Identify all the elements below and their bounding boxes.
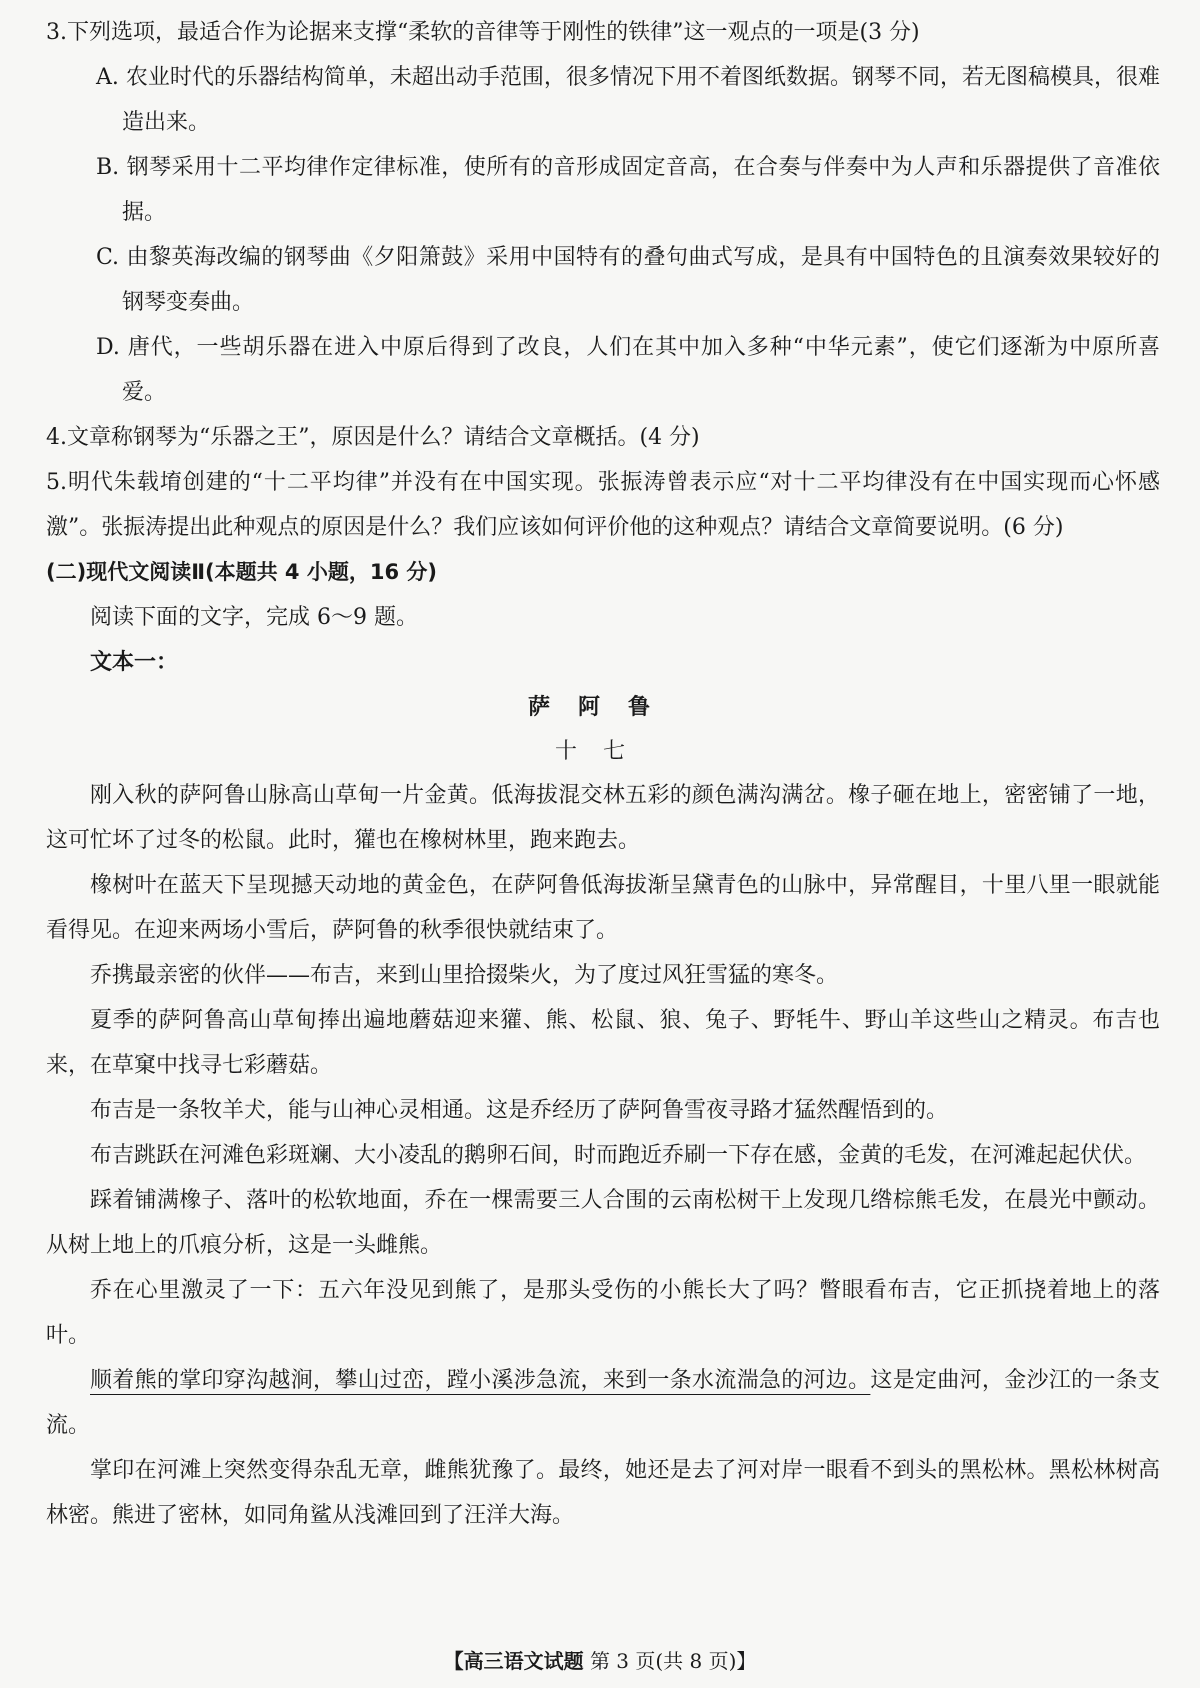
question-3-option-d: D. 唐代，一些胡乐器在进入中原后得到了改良，人们在其中加入多种“中华元素”，使它们逐渐为中原所喜爱。 [96,335,1160,405]
text-one-label: 文本一： [90,649,179,675]
question-3-option-a: A. 农业时代的乐器结构简单，未超出动手范围，很多情况下用不着图纸数据。钢琴不同，若无图稿模具，很难造出来。 [96,65,1160,135]
question-5: 5.明代朱载堉创建的“十二平均律”并没有在中国实现。张振涛曾表示应“对十二平均律没有在中国实现而心怀感激”。张振涛提出此种观点的原因是什么？我们应该如何评价他的这种观点？请结合文章简要说明。(6 分) [46,470,1160,540]
page-footer [0,1645,1200,1674]
footer-title: 【高三语文试题 [443,1649,584,1673]
article-title: 萨阿鲁 [527,695,678,720]
underlined-sentence: 顺着熊的掌印穿沟越涧，攀山过峦，蹚小溪涉急流，来到一条水流湍急的河边。 [90,1368,871,1393]
section-2-instruction: 阅读下面的文字，完成 6～9 题。 [90,605,418,630]
question-4: 4.文章称钢琴为“乐器之王”，原因是什么？请结合文章概括。(4 分) [46,425,700,450]
article-chapter: 十七 [554,739,651,764]
article-paragraph: 布吉跳跃在河滩色彩斑斓、大小凌乱的鹅卵石间，时而跑近乔刷一下存在感，金黄的毛发，在河滩起起伏伏。 [90,1143,1147,1168]
article-paragraph: 掌印在河滩上突然变得杂乱无章，雌熊犹豫了。最终，她还是去了河对岸一眼看不到头的黑松林。黑松林树高林密。熊进了密林，如同角鲨从浅滩回到了汪洋大海。 [46,1458,1160,1528]
footer-page-number: 第 3 页(共 8 页)】 [589,1649,757,1673]
article-paragraph: 踩着铺满橡子、落叶的松软地面，乔在一棵需要三人合围的云南松树干上发现几绺棕熊毛发，在晨光中颤动。从树上地上的爪痕分析，这是一头雌熊。 [46,1188,1160,1258]
article-paragraph: 夏季的萨阿鲁高山草甸捧出遍地蘑菇迎来獾、熊、松鼠、狼、兔子、野牦牛、野山羊这些山之精灵。布吉也来，在草窠中找寻七彩蘑菇。 [46,1008,1160,1078]
question-3-option-b: B. 钢琴采用十二平均律作定律标准，使所有的音形成固定音高，在合奏与伴奏中为人声和乐器提供了音准依据。 [96,155,1160,225]
article-paragraph: 乔在心里激灵了一下：五六年没见到熊了，是那头受伤的小熊长大了吗？瞥眼看布吉，它正抓挠着地上的落叶。 [46,1278,1160,1348]
section-2-heading: (二)现代文阅读Ⅱ(本题共 4 小题，16 分) [46,560,437,584]
question-3-stem: 3.下列选项，最适合作为论据来支撑“柔软的音律等于刚性的铁律”这一观点的一项是(3 分) [46,20,920,45]
article-paragraph: 刚入秋的萨阿鲁山脉高山草甸一片金黄。低海拔混交林五彩的颜色满沟满岔。橡子砸在地上，密密铺了一地，这可忙坏了过冬的松鼠。此时，獾也在橡树林里，跑来跑去。 [46,783,1160,853]
article-paragraph: 橡树叶在蓝天下呈现撼天动地的黄金色，在萨阿鲁低海拔渐呈黛青色的山脉中，异常醒目，十里八里一眼就能看得见。在迎来两场小雪后，萨阿鲁的秋季很快就结束了。 [46,873,1160,943]
paragraph-continuation: 这是定曲河，金沙江的一条支流。 [46,1368,1160,1438]
article-paragraph [46,1358,1160,1448]
article-paragraph: 乔携最亲密的伙伴——布吉，来到山里拾掇柴火，为了度过风狂雪猛的寒冬。 [90,963,839,988]
article-paragraph: 布吉是一条牧羊犬，能与山神心灵相通。这是乔经历了萨阿鲁雪夜寻路才猛然醒悟到的。 [90,1098,949,1123]
question-3-option-c: C. 由黎英海改编的钢琴曲《夕阳箫鼓》采用中国特有的叠句曲式写成，是具有中国特色的且演奏效果较好的钢琴变奏曲。 [96,245,1160,315]
